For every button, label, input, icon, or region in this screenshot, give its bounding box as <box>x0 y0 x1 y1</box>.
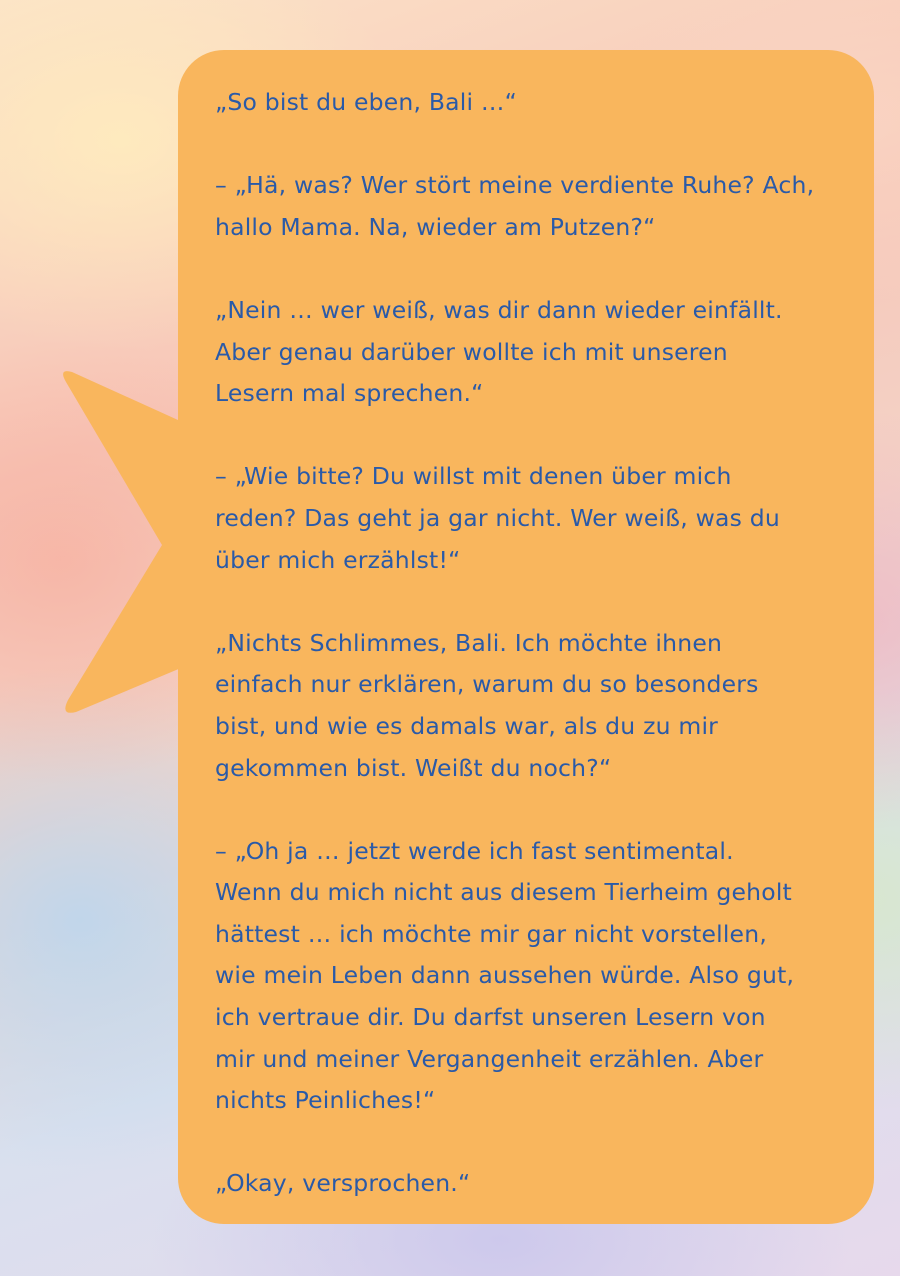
dialogue-paragraph <box>215 623 846 789</box>
dialogue-paragraph <box>215 290 846 415</box>
dialogue-line: – „Hä, was? Wer stört meine verdiente Ruhe? Ach, <box>215 171 815 200</box>
dialogue-text <box>215 82 846 1205</box>
dialogue-line: Aber genau darüber wollte ich mit unseren <box>215 337 728 366</box>
dialogue-line: hallo Mama. Na, wieder am Putzen?“ <box>215 212 656 241</box>
dialogue-line: – „Oh ja … jetzt werde ich fast sentimental. <box>215 836 734 865</box>
dialogue-line: „So bist du eben, Bali …“ <box>215 88 517 116</box>
dialogue-paragraph <box>215 165 846 248</box>
dialogue-line: wie mein Leben dann aussehen würde. Also gut, <box>215 961 795 990</box>
dialogue-line: „Nein … wer weiß, was dir dann wieder einfällt. <box>215 295 783 324</box>
dialogue-paragraph <box>215 1163 846 1205</box>
dialogue-paragraph <box>215 456 846 581</box>
dialogue-line: mir und meiner Vergangenheit erzählen. Aber <box>215 1044 764 1073</box>
dialogue-line: nichts Peinliches!“ <box>215 1086 436 1115</box>
dialogue-line: hättest … ich möchte mir gar nicht vorstellen, <box>215 919 767 948</box>
speech-bubble-body <box>178 50 874 1224</box>
dialogue-line: „Nichts Schlimmes, Bali. Ich möchte ihnen <box>215 628 723 657</box>
dialogue-line: Lesern mal sprechen.“ <box>215 379 484 408</box>
dialogue-line: einfach nur erklären, warum du so besonders <box>215 670 759 699</box>
dialogue-line: Wenn du mich nicht aus diesem Tierheim geholt <box>215 878 792 907</box>
dialogue-line: gekommen bist. Weißt du noch?“ <box>215 753 612 782</box>
dialogue-line: – „Wie bitte? Du willst mit denen über mich <box>215 462 732 491</box>
dialogue-paragraph <box>215 82 846 124</box>
dialogue-line: ich vertraue dir. Du darfst unseren Lesern von <box>215 1003 766 1032</box>
dialogue-line: reden? Das geht ja gar nicht. Wer weiß, was du <box>215 503 780 532</box>
dialogue-line: „Okay, versprochen.“ <box>215 1169 471 1198</box>
dialogue-line: bist, und wie es damals war, als du zu mir <box>215 711 719 740</box>
dialogue-paragraph <box>215 831 846 1122</box>
dialogue-line: über mich erzählst!“ <box>215 545 461 574</box>
